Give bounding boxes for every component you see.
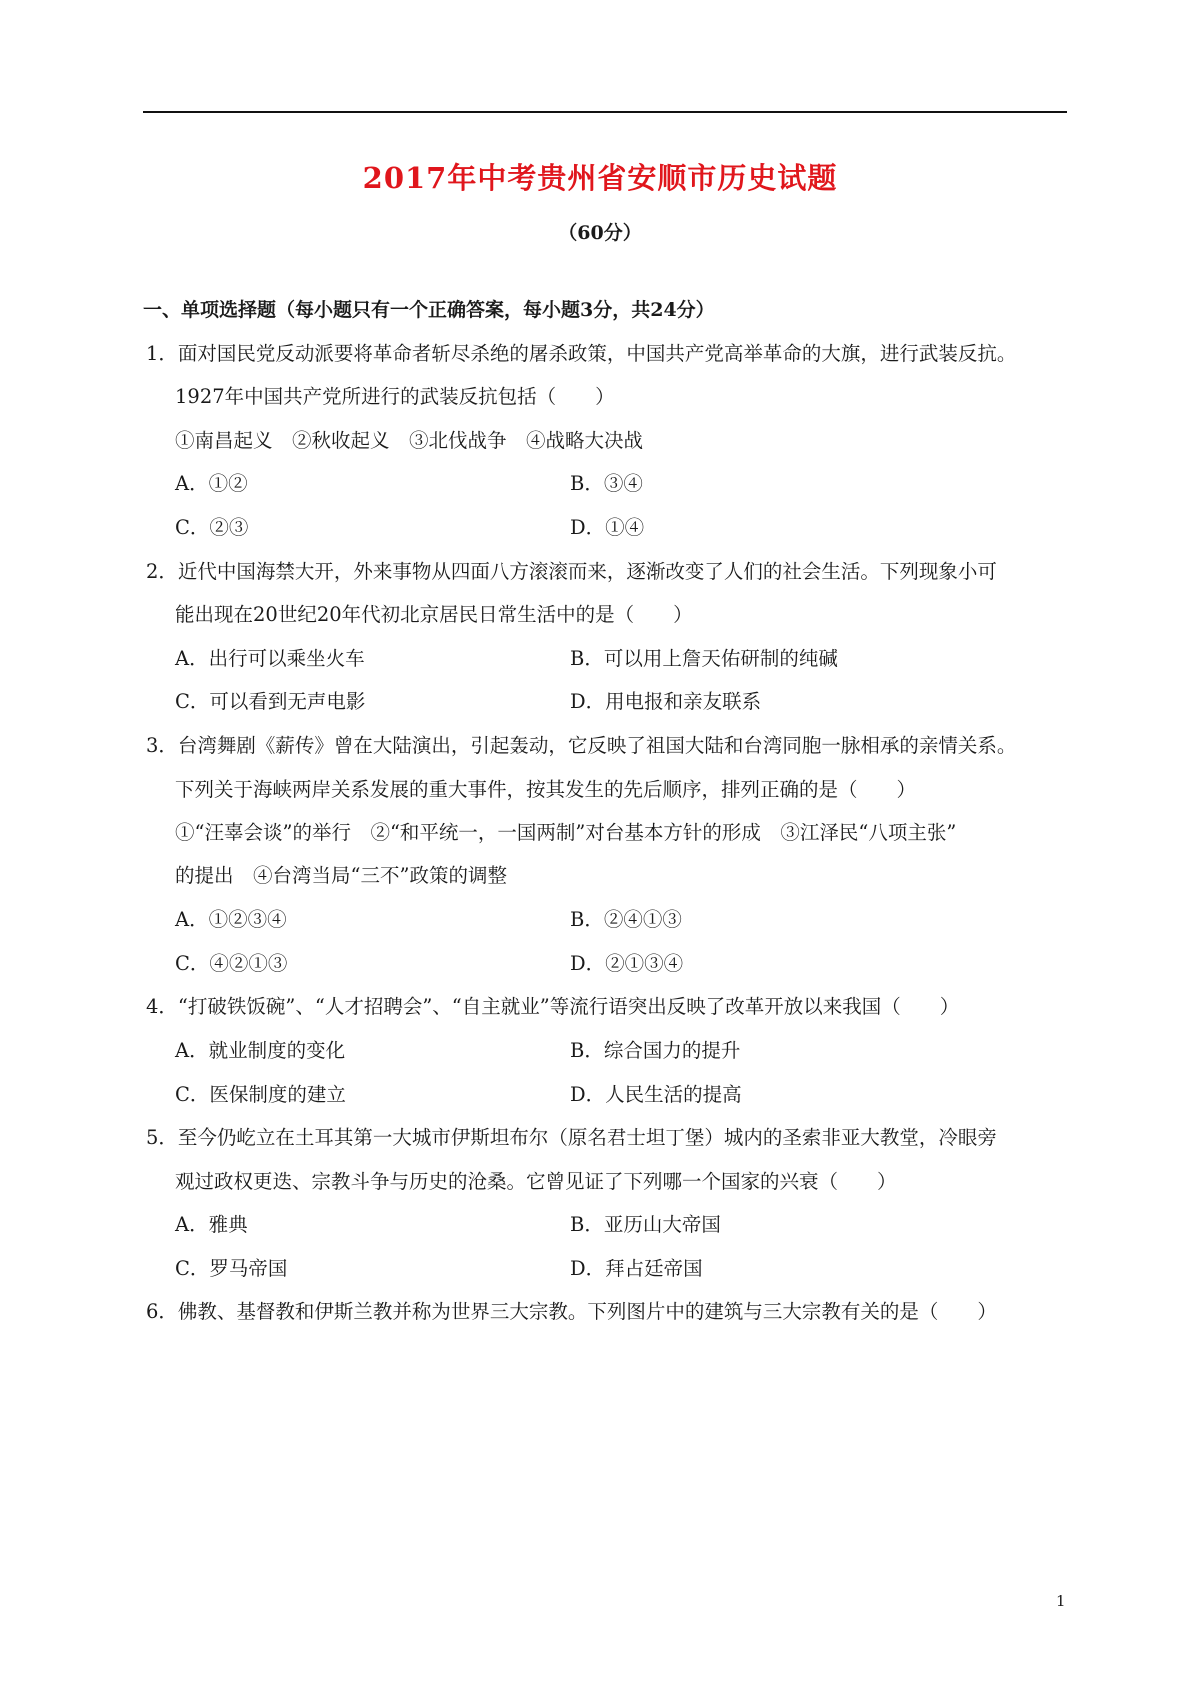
exam-title: 2017年中考贵州省安顺市历史试题: [362, 161, 838, 195]
question-1-stem: 1．面对国民党反动派要将革命者斩尽杀绝的屠杀政策，中国共产党高举革命的大旗，进行武装反抗。: [146, 342, 1017, 365]
question-4-option-a: A．就业制度的变化: [175, 1039, 346, 1062]
question-3-stem-cont: 下列关于海峡两岸关系发展的重大事件，按其发生的先后顺序，排列正确的是（ ）: [175, 778, 917, 801]
question-1-option-d: D．①④: [570, 516, 645, 539]
question-3-stem: 3．台湾舞剧《薪传》曾在大陆演出，引起轰动，它反映了祖国大陆和台湾同胞一脉相承的亲情关系。: [146, 734, 1017, 757]
question-1-option-c: C．②③: [175, 516, 249, 539]
total-score: （60分）: [558, 222, 642, 244]
question-4-option-b: B．综合国力的提升: [570, 1039, 741, 1062]
question-3-option-a: A．①②③④: [175, 908, 287, 931]
question-4-stem: 4．“打破铁饭碗”、“人才招聘会”、“自主就业”等流行语突出反映了改革开放以来我国（ ）: [146, 995, 960, 1018]
question-5-option-d: D．拜占廷帝国: [570, 1257, 703, 1280]
question-1-option-b: B．③④: [570, 472, 643, 495]
question-5-option-c: C．罗马帝国: [175, 1257, 288, 1280]
page-number: 1: [1056, 1592, 1066, 1610]
question-2-option-c: C．可以看到无声电影: [175, 690, 366, 713]
question-6-stem: 6．佛教、基督教和伊斯兰教并称为世界三大宗教。下列图片中的建筑与三大宗教有关的是（ ）: [146, 1300, 997, 1323]
section-heading: 一、单项选择题（每小题只有一个正确答案，每小题3分，共24分）: [143, 299, 715, 321]
question-1-items: ①南昌起义 ②秋收起义 ③北伐战争 ④战略大决战: [175, 429, 644, 452]
question-3-option-d: D．②①③④: [570, 952, 684, 975]
question-3-items: ①“汪辜会谈”的举行 ②“和平统一，一国两制”对台基本方针的形成 ③江泽民“八项主张”: [175, 821, 957, 844]
question-5-option-a: A．雅典: [175, 1213, 248, 1236]
question-1-stem-cont: 1927年中国共产党所进行的武装反抗包括（ ）: [175, 385, 615, 408]
question-3-option-c: C．④②①③: [175, 952, 288, 975]
question-2-stem: 2．近代中国海禁大开，外来事物从四面八方滚滚而来，逐渐改变了人们的社会生活。下列现象小可: [146, 560, 997, 583]
header-rule: [143, 111, 1067, 113]
question-5-stem-cont: 观过政权更迭、宗教斗争与历史的沧桑。它曾见证了下列哪一个国家的兴衰（ ）: [175, 1170, 897, 1193]
question-3-items-cont: 的提出 ④台湾当局“三不”政策的调整: [175, 864, 507, 887]
question-5-option-b: B．亚历山大帝国: [570, 1213, 721, 1236]
question-2-option-a: A．出行可以乘坐火车: [175, 647, 365, 670]
question-4-option-c: C．医保制度的建立: [175, 1083, 346, 1106]
question-1-option-a: A．①②: [175, 472, 248, 495]
question-2-stem-cont: 能出现在20世纪20年代初北京居民日常生活中的是（ ）: [175, 603, 693, 626]
question-2-option-d: D．用电报和亲友联系: [570, 690, 762, 713]
question-3-option-b: B．②④①③: [570, 908, 682, 931]
question-2-option-b: B．可以用上詹天佑研制的纯碱: [570, 647, 838, 670]
question-5-stem: 5．至今仍屹立在土耳其第一大城市伊斯坦布尔（原名君士坦丁堡）城内的圣索非亚大教堂，冷眼旁: [146, 1126, 997, 1149]
question-4-option-d: D．人民生活的提高: [570, 1083, 742, 1106]
